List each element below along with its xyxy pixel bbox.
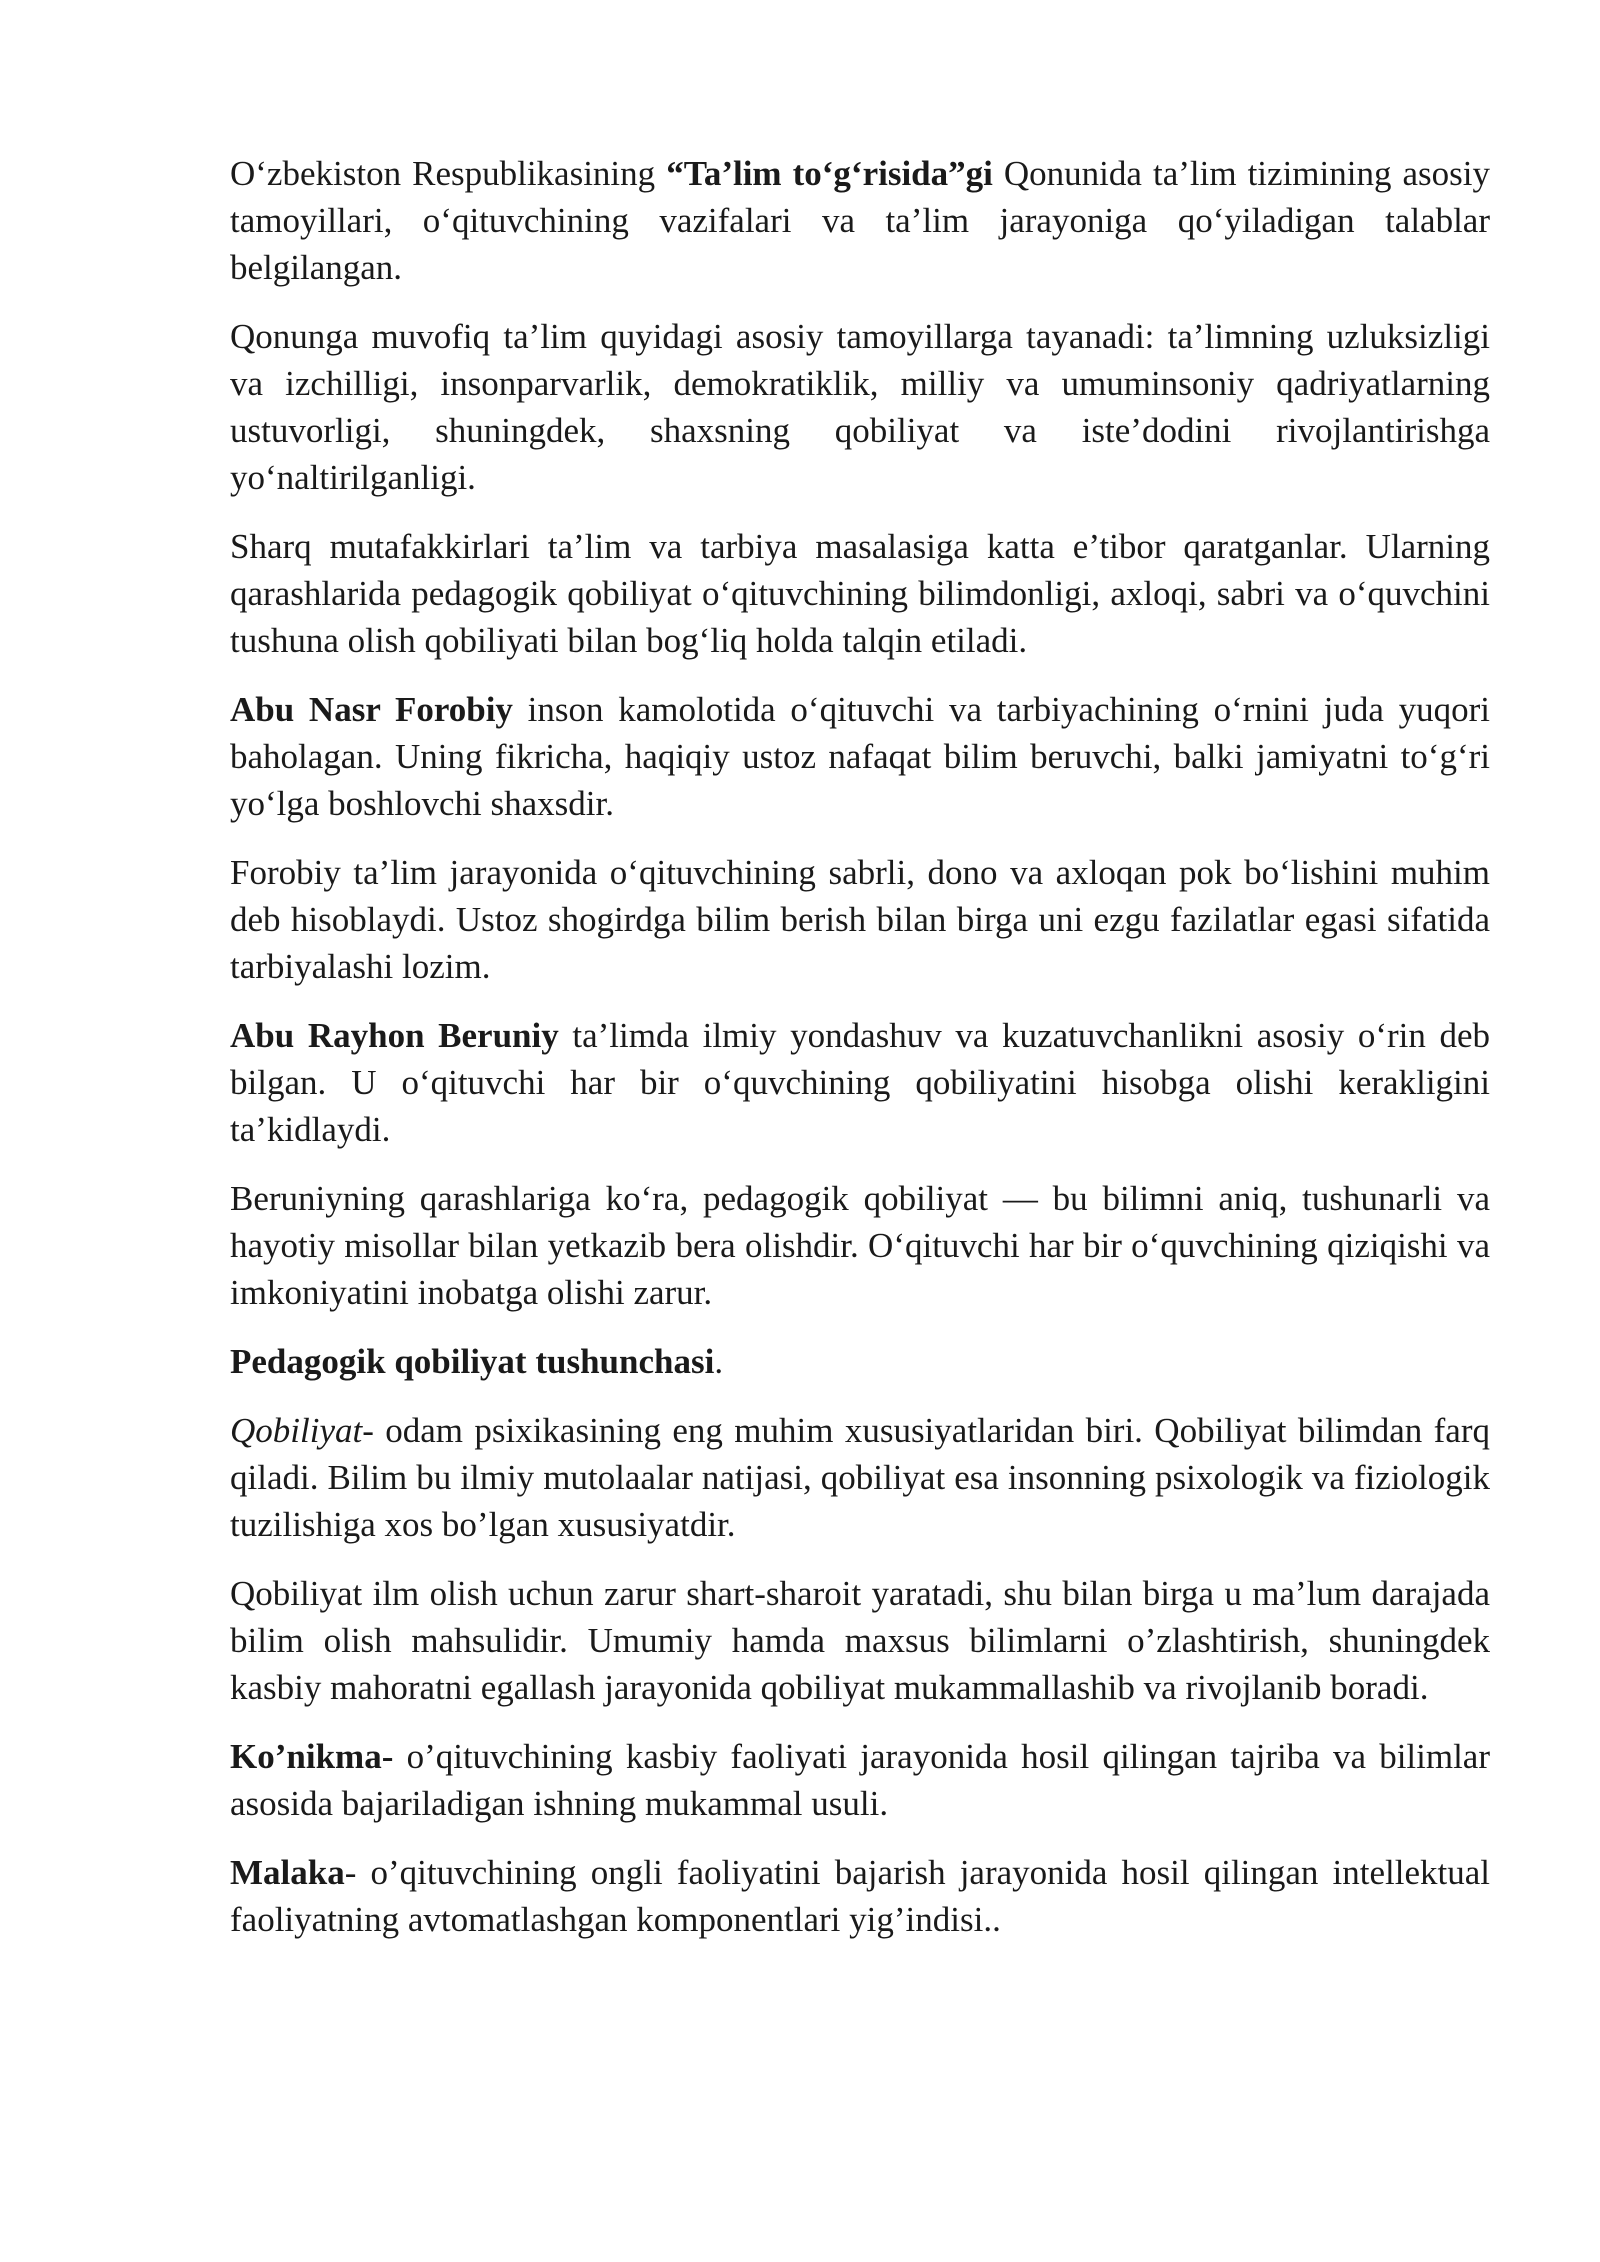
- paragraph-farabi: [230, 686, 1490, 827]
- name-beruni: Abu Rayhon Beruniy: [230, 1016, 559, 1055]
- heading-period: .: [714, 1342, 724, 1381]
- paragraph-skill-definition: [230, 1733, 1490, 1827]
- term-skill: Ko’nikma-: [230, 1737, 394, 1776]
- paragraph-beruni-view: Beruniyning qarashlariga ko‘ra, pedagogik qobiliyat — bu bilimni aniq, tushunarli va hayotiy misollar bilan yetkazib bera olishdir. O‘qituvchi har bir o‘quvchining qiziqishi va imkoniyatini inobatga olishi zarur.: [230, 1179, 1490, 1312]
- paragraph-ability-conditions: Qobiliyat ilm olish uchun zarur shart-sharoit yaratadi, shu bilan birga u ma’lum darajada bilim olish mahsulidir. Umumiy hamda maxsus bilimlarni o’zlashtirish, shuningdek kasbiy mahoratni egallash jarayonida qobiliyat mukammallashib va rivojlanib boradi.: [230, 1574, 1490, 1707]
- term-ability: Qobiliyat: [230, 1411, 363, 1450]
- paragraph-farabi-view: Forobiy ta’lim jarayonida o‘qituvchining sabrli, dono va axloqan pok bo‘lishini muhim deb hisoblaydi. Ustoz shogirdga bilim berish bilan birga uni ezgu fazilatlar egasi sifatida tarbiyalashi lozim.: [230, 853, 1490, 986]
- text-run: O‘zbekiston Respublikasining: [230, 154, 667, 193]
- text-run: - odam psixikasining eng muhim xususiyatlaridan biri. Qobiliyat bilimdan farq qiladi. Bilim bu ilmiy mutolaalar natijasi, qobiliyat esa insonning psixologik va fiziologik tuzilishiga xos bo’lgan xususiyatdir.: [230, 1411, 1490, 1544]
- paragraph-beruni: [230, 1012, 1490, 1153]
- text-run: o’qituvchining kasbiy faoliyati jarayonida hosil qilingan tajriba va bilimlar asosida bajariladigan ishning mukammal usuli.: [230, 1737, 1490, 1823]
- text-run: Qonunida ta’lim tizimining asosiy tamoyillari, o‘qituvchining vazifalari va ta’lim jarayoniga qo‘yiladigan talablar belgilangan.: [230, 154, 1490, 287]
- term-proficiency: Malaka: [230, 1853, 345, 1892]
- paragraph-principles: Qonunga muvofiq ta’lim quyidagi asosiy tamoyillarga tayanadi: ta’limning uzluksizligi va izchilligi, insonparvarlik, demokratiklik, milliy va umuminsoniy qadriyatlarning ustuvorligi, shuningdek, shaxsning qobiliyat va iste’dodini rivojlantirishga yo‘naltirilganligi.: [230, 317, 1490, 497]
- law-title: “Ta’lim to‘g‘risida”gi: [666, 154, 993, 193]
- section-heading: [230, 1338, 1490, 1385]
- paragraph-eastern-thinkers: Sharq mutafakkirlari ta’lim va tarbiya masalasiga katta e’tibor qaratganlar. Ularning qarashlarida pedagogik qobiliyat o‘qituvchining bilimdonligi, axloqi, sabri va o‘quvchini tushuna olish qobiliyati bilan bog‘liq holda talqin etiladi.: [230, 527, 1490, 660]
- text-run: ta’limda ilmiy yondashuv va kuzatuvchanlikni asosiy o‘rin deb bilgan. U o‘qituvchi har bir o‘quvchining qobiliyatini hisobga olishi kerakligini ta’kidlaydi.: [230, 1016, 1491, 1149]
- document-page: [230, 150, 1490, 1965]
- name-farabi: Abu Nasr Forobiy: [230, 690, 513, 729]
- heading-text: Pedagogik qobiliyat tushunchasi: [230, 1342, 715, 1381]
- text-run: inson kamolotida o‘qituvchi va tarbiyachining o‘rnini juda yuqori baholagan. Uning fikricha, haqiqiy ustoz nafaqat bilim beruvchi, balki jamiyatni to‘g‘ri yo‘lga boshlovchi shaxsdir.: [230, 690, 1490, 823]
- paragraph-law-intro: [230, 150, 1490, 291]
- paragraph-ability-definition: [230, 1407, 1490, 1548]
- paragraph-proficiency-definition: [230, 1849, 1490, 1943]
- text-run: - o’qituvchining ongli faoliyatini bajarish jarayonida hosil qilingan intellektual faoliyatning avtomatlashgan komponentlari yig’indisi..: [230, 1853, 1490, 1939]
